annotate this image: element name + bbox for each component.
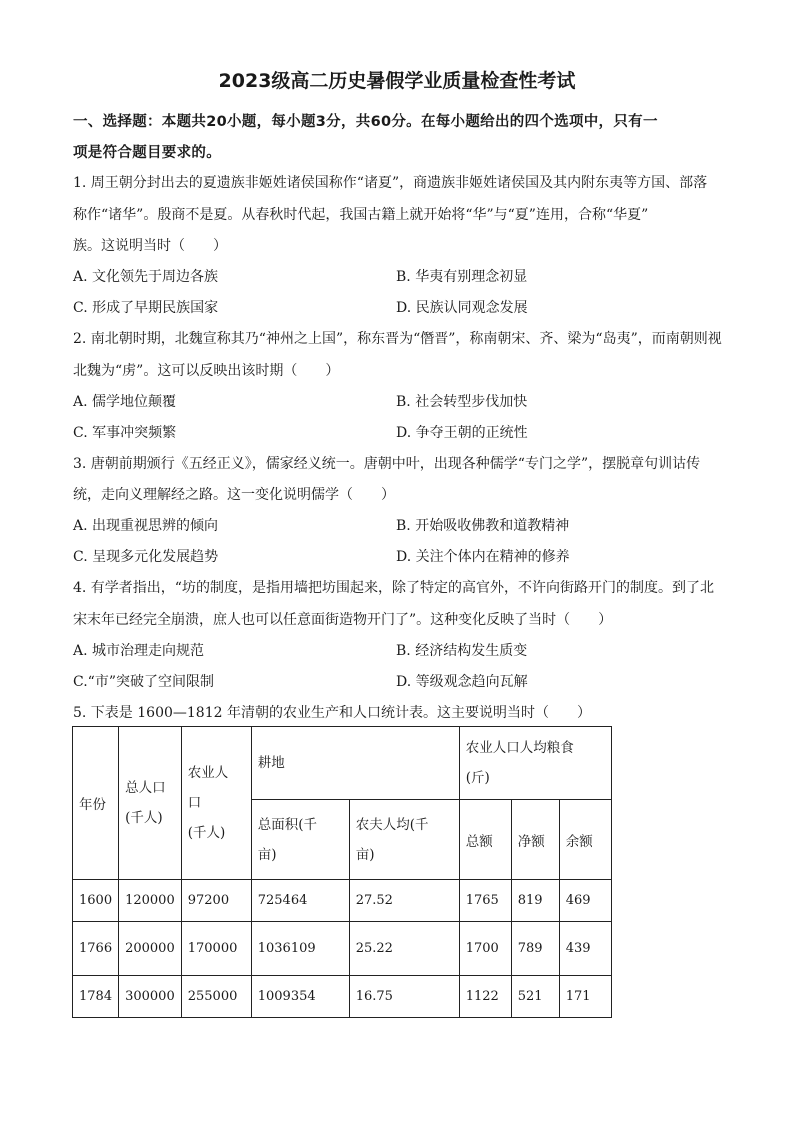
cell-land-per-farmer: 25.22 bbox=[349, 922, 459, 976]
cell-year: 1766 bbox=[73, 922, 119, 976]
q1-option-c[interactable]: C. 形成了早期民族国家 bbox=[73, 300, 219, 316]
header-total-population: 总人口 (千人) bbox=[119, 727, 182, 880]
q3-stem-line-2: 统，走向义理解经之路。这一变化说明儒学（ ） bbox=[73, 487, 395, 503]
cell-grain-net: 521 bbox=[511, 976, 559, 1018]
header-grain-total: 总额 bbox=[459, 800, 511, 880]
q1-stem-line-3: 族。这说明当时（ ） bbox=[73, 238, 227, 254]
q1-stem-line-1: 1. 周王朝分封出去的夏遗族非姬姓诸侯国称作“诸夏”，商遗族非姬姓诸侯国及其内附东夷等方国、部落 bbox=[73, 175, 708, 191]
q4-option-a[interactable]: A. 城市治理走向规范 bbox=[73, 643, 205, 659]
q1-option-d[interactable]: D. 民族认同观念发展 bbox=[396, 300, 528, 316]
cell-total-population: 200000 bbox=[119, 922, 182, 976]
cell-grain-surplus: 171 bbox=[559, 976, 611, 1018]
q4-option-c[interactable]: C.“市”突破了空间限制 bbox=[73, 674, 214, 690]
header-grain-per-capita: 农业人口人均粮食 (斤) bbox=[459, 727, 611, 800]
q1-option-b[interactable]: B. 华夷有别理念初显 bbox=[396, 269, 528, 285]
cell-year: 1784 bbox=[73, 976, 119, 1018]
exam-title: 2023级高二历史暑假学业质量检查性考试 bbox=[218, 70, 576, 92]
cell-grain-total: 1700 bbox=[459, 922, 511, 976]
agriculture-population-table bbox=[72, 726, 612, 1018]
cell-land-total: 1009354 bbox=[251, 976, 349, 1018]
q3-option-c[interactable]: C. 呈现多元化发展趋势 bbox=[73, 549, 219, 565]
q3-stem-line-1: 3. 唐朝前期颁行《五经正义》，儒家经义统一。唐朝中叶，出现各种儒学“专门之学”，摆脱章句训诂传 bbox=[73, 456, 701, 472]
cell-agri-population: 170000 bbox=[181, 922, 251, 976]
cell-grain-surplus: 469 bbox=[559, 880, 611, 922]
cell-grain-total: 1765 bbox=[459, 880, 511, 922]
section-heading-line-1: 一、选择题：本题共20小题，每小题3分，共60分。在每小题给出的四个选项中，只有一 bbox=[73, 114, 658, 130]
cell-land-per-farmer: 16.75 bbox=[349, 976, 459, 1018]
cell-total-population: 120000 bbox=[119, 880, 182, 922]
q4-stem-line-2: 宋末年已经完全崩溃，庶人也可以任意面街造物开门了”。这种变化反映了当时（ ） bbox=[73, 612, 613, 628]
cell-land-total: 725464 bbox=[251, 880, 349, 922]
cell-grain-surplus: 439 bbox=[559, 922, 611, 976]
q3-option-b[interactable]: B. 开始吸收佛教和道教精神 bbox=[396, 518, 570, 534]
cell-land-total: 1036109 bbox=[251, 922, 349, 976]
header-farmland: 耕地 bbox=[251, 727, 459, 800]
table-row bbox=[73, 922, 612, 976]
cell-agri-population: 255000 bbox=[181, 976, 251, 1018]
cell-grain-total: 1122 bbox=[459, 976, 511, 1018]
header-grain-net: 净额 bbox=[511, 800, 559, 880]
cell-year: 1600 bbox=[73, 880, 119, 922]
header-grain-surplus: 余额 bbox=[559, 800, 611, 880]
q4-option-d[interactable]: D. 等级观念趋向瓦解 bbox=[396, 674, 528, 690]
cell-land-per-farmer: 27.52 bbox=[349, 880, 459, 922]
header-agri-population: 农业人 口 (千人) bbox=[181, 727, 251, 880]
header-land-total: 总面积(千 亩) bbox=[251, 800, 349, 880]
q4-option-b[interactable]: B. 经济结构发生质变 bbox=[396, 643, 528, 659]
cell-grain-net: 789 bbox=[511, 922, 559, 976]
q2-option-a[interactable]: A. 儒学地位颠覆 bbox=[73, 394, 177, 410]
q2-stem-line-2: 北魏为“虏”。这可以反映出该时期（ ） bbox=[73, 363, 340, 379]
q2-option-b[interactable]: B. 社会转型步伐加快 bbox=[396, 394, 528, 410]
table-row bbox=[73, 880, 612, 922]
q5-stem-line-1: 5. 下表是 1600—1812 年清朝的农业生产和人口统计表。这主要说明当时（ ） bbox=[73, 705, 591, 721]
q1-option-a[interactable]: A. 文化领先于周边各族 bbox=[73, 269, 219, 285]
cell-total-population: 300000 bbox=[119, 976, 182, 1018]
header-land-per-farmer: 农夫人均(千 亩) bbox=[349, 800, 459, 880]
table-row bbox=[73, 976, 612, 1018]
q1-stem-line-2: 称作“诸华”。殷商不是夏。从春秋时代起，我国古籍上就开始将“华”与“夏”连用，合称“华夏” bbox=[73, 207, 649, 223]
q4-stem-line-1: 4. 有学者指出，“坊的制度，是指用墙把坊围起来，除了特定的高官外，不许向街路开门的制度。到了北 bbox=[73, 580, 714, 596]
section-heading-line-2: 项是符合题目要求的。 bbox=[73, 145, 221, 161]
q3-option-a[interactable]: A. 出现重视思辨的倾向 bbox=[73, 518, 219, 534]
cell-agri-population: 97200 bbox=[181, 880, 251, 922]
q3-option-d[interactable]: D. 关注个体内在精神的修养 bbox=[396, 549, 570, 565]
q2-option-c[interactable]: C. 军事冲突频繁 bbox=[73, 425, 177, 441]
header-year: 年份 bbox=[73, 727, 119, 880]
q2-stem-line-1: 2. 南北朝时期，北魏宣称其乃“神州之上国”，称东晋为“僭晋”，称南朝宋、齐、梁为“岛夷”，而南朝则视 bbox=[73, 331, 722, 347]
cell-grain-net: 819 bbox=[511, 880, 559, 922]
q2-option-d[interactable]: D. 争夺王朝的正统性 bbox=[396, 425, 528, 441]
